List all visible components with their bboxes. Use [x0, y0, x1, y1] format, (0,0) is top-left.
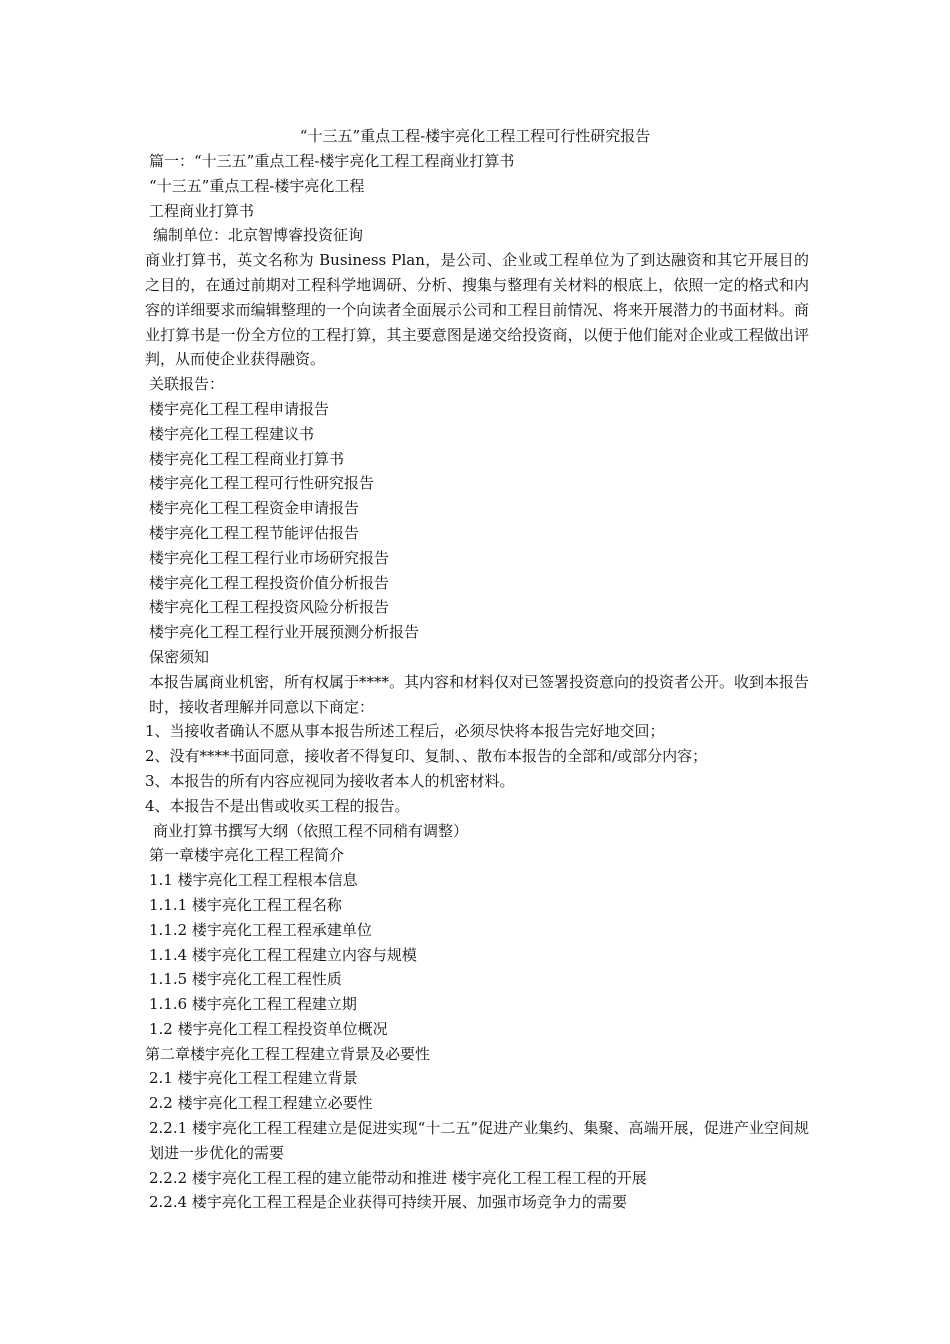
outline-item: 2.2 楼宇亮化工程工程建立必要性: [149, 1094, 373, 1113]
chapter-1-heading: 第一章楼宇亮化工程工程简介: [149, 846, 345, 865]
outline-item: 1.1 楼宇亮化工程工程根本信息: [149, 871, 358, 890]
term-item: 4、本报告不是出售或收买工程的报告。: [145, 796, 410, 815]
intro-paragraph: 商业打算书，英文名称为 Business Plan，是公司、企业或工程单位为了到达融资和其它开展目的之目的，在通过前期对工程科学地调研、分析、搜集与整理有关材料的根底上，依照一定的格式和内容的详细要求而编辑整理的一个向读者全面展示公司和工程目前情况、将来开展潜力的书面材料。商业打算书是一份全方位的工程打算，其主要意图是递交给投资商，以便于他们能对企业或工程做出评判，从而使企业获得融资。: [145, 251, 809, 369]
outline-label: 商业打算书撰写大纲（依照工程不同稍有调整）: [153, 821, 469, 840]
related-report-item: 楼宇亮化工程工程可行性研究报告: [149, 474, 375, 493]
outline-item: 1.2 楼宇亮化工程工程投资单位概况: [149, 1019, 388, 1038]
related-report-item: 楼宇亮化工程工程商业打算书: [149, 449, 345, 468]
related-report-item: 楼宇亮化工程工程资金申请报告: [149, 499, 360, 518]
outline-item: 1.1.1 楼宇亮化工程工程名称: [149, 895, 342, 914]
outline-item: 1.1.4 楼宇亮化工程工程建立内容与规模: [149, 945, 417, 964]
related-report-item: 楼宇亮化工程工程投资价值分析报告: [149, 573, 390, 592]
chapter-2-heading: 第二章楼宇亮化工程工程建立背景及必要性: [145, 1044, 431, 1063]
term-item: 2、没有****书面同意，接收者不得复印、复制、、散布本报告的全部和/或部分内容；: [145, 747, 708, 766]
term-item: 3、本报告的所有内容应视同为接收者本人的机密材料。: [145, 771, 515, 790]
related-report-item: 楼宇亮化工程工程建议书: [149, 424, 315, 443]
outline-item: 1.1.5 楼宇亮化工程工程性质: [149, 970, 342, 989]
document-body: [145, 149, 809, 1215]
outline-item-2-2-1: 2.2.1 楼宇亮化工程工程建立是促进实现“十二五”促进产业集约、集聚、高端开展，促进产业空间规划进一步优化的需要: [149, 1119, 809, 1162]
document-title: “十三五”重点工程-楼宇亮化工程工程可行性研究报告: [299, 127, 651, 145]
related-report-item: 楼宇亮化工程工程投资风险分析报告: [149, 598, 390, 617]
outline-item: 2.1 楼宇亮化工程工程建立背景: [149, 1069, 358, 1088]
compiler-line: 编制单位：北京智博睿投资征询: [153, 226, 364, 245]
outline-item: 1.1.2 楼宇亮化工程工程承建单位: [149, 920, 372, 939]
term-item: 1、当接收者确认不愿从事本报告所述工程后，必须尽快将本报告完好地交回；: [145, 722, 665, 741]
related-report-item: 楼宇亮化工程工程申请报告: [149, 399, 330, 418]
outline-item: 2.2.4 楼宇亮化工程工程是企业获得可持续开展、加强市场竞争力的需要: [149, 1193, 627, 1212]
heading-project-name: “十三五”重点工程-楼宇亮化工程: [149, 176, 365, 195]
related-report-item: 楼宇亮化工程工程行业开展预测分析报告: [149, 623, 420, 642]
heading-business-plan: 工程商业打算书: [149, 201, 255, 220]
related-reports-label: 关联报告：: [149, 375, 225, 394]
heading-part-one: 篇一：“十三五”重点工程-楼宇亮化工程工程商业打算书: [149, 152, 515, 170]
confidential-label: 保密须知: [149, 647, 210, 666]
outline-item: 1.1.6 楼宇亮化工程工程建立期: [149, 995, 357, 1014]
confidential-paragraph: 本报告属商业机密，所有权属于****。其内容和材料仅对已签署投资意向的投资者公开。收到本报告时，接收者理解并同意以下商定：: [149, 672, 810, 716]
outline-item: 2.2.2 楼宇亮化工程工程的建立能带动和推进 楼宇亮化工程工程工程的开展: [149, 1168, 647, 1187]
related-report-item: 楼宇亮化工程工程行业市场研究报告: [149, 548, 390, 567]
related-report-item: 楼宇亮化工程工程节能评估报告: [149, 523, 360, 542]
